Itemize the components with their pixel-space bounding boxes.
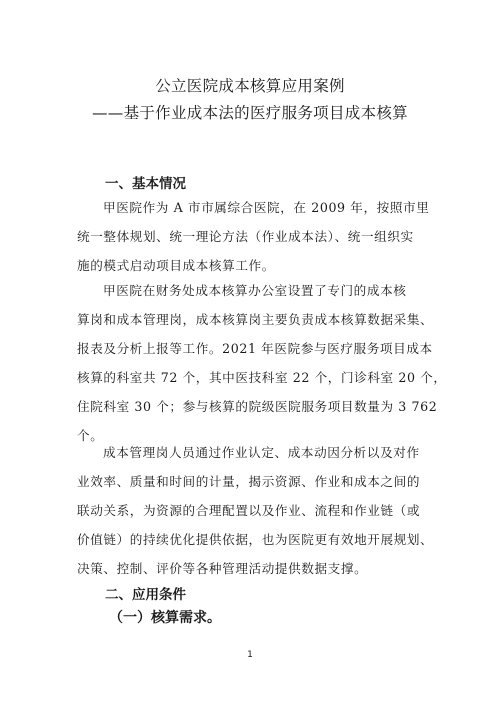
paragraph-line: 甲医院作为 A 市市属综合医院，在 2009 年，按照市里 (103, 200, 430, 215)
paragraph-line: 价值链）的持续优化提供依据，也为医院更有效地开展规划、 (77, 532, 434, 547)
paragraph-1 (77, 193, 437, 280)
paragraph-line: 业效率、质量和时间的计量，揭示资源、作业和成本之间的 (77, 474, 421, 489)
paragraph-line: 决策、控制、评价等各种管理活动提供数据支撑。 (77, 561, 368, 576)
paragraph-2 (77, 276, 447, 450)
paragraph-line: 施的模式启动项目成本核算工作。 (77, 258, 275, 273)
paragraph-line: 联动关系，为资源的合理配置以及作业、流程和作业链（或 (77, 503, 421, 518)
document-subtitle: ——基于作业成本法的医疗服务项目成本核算 (91, 104, 408, 122)
document-title: 公立医院成本核算应用案例 (155, 77, 345, 95)
paragraph-3 (77, 438, 437, 583)
paragraph-line: 报表及分析上报等工作。2021 年医院参与医疗服务项目成本 (77, 341, 433, 356)
paragraph-line: 甲医院在财务处成本核算办公室设置了专门的成本核 (103, 283, 407, 298)
paragraph-line: 个。 (77, 428, 104, 443)
paragraph-line: 成本管理岗人员通过作业认定、成本动因分析以及对作 (103, 445, 420, 460)
paragraph-line: 住院科室 30 个；参与核算的院级医院服务项目数量为 3 762 (77, 399, 438, 414)
paragraph-line: 统一整体规划、统一理论方法（作业成本法）、统一组织实 (77, 229, 414, 244)
section-heading-basic-info: 一、基本情况 (105, 176, 186, 192)
paragraph-line: 算岗和成本管理岗，成本核算岗主要负责成本核算数据采集、 (77, 312, 434, 327)
subsection-heading-accounting-needs: （一）核算需求。 (109, 610, 221, 626)
page-number: 1 (247, 650, 253, 660)
section-heading-application-conditions: 二、应用条件 (105, 587, 186, 603)
paragraph-line: 核算的科室共 72 个，其中医技科室 22 个，门诊科室 20 个， (77, 370, 447, 385)
